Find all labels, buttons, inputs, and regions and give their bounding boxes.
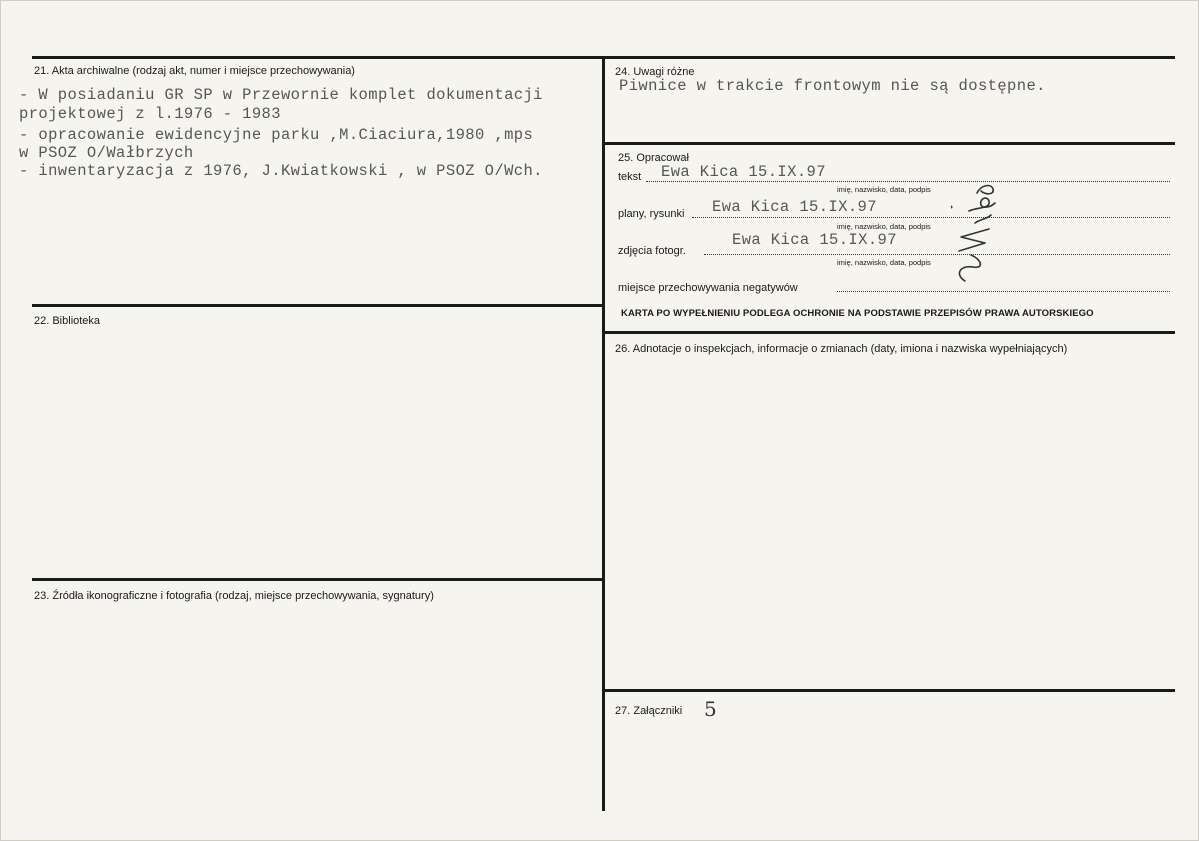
top-rule-left	[32, 56, 604, 59]
section-25-label: 25. Opracował	[618, 152, 689, 164]
section-27-label: 27. Załączniki	[615, 705, 683, 717]
section-21-line-1: - W posiadaniu GR SP w Przewornie komplet dokumentacji	[19, 86, 543, 104]
divider-26-27	[604, 689, 1175, 692]
divider-24-25	[604, 142, 1175, 145]
section-24-text: Piwnice w trakcie frontowym nie są dostępne.	[619, 77, 1046, 95]
tekst-value: Ewa Kica 15.IX.97	[661, 163, 826, 181]
section-21-line-5: - inwentaryzacja z 1976, J.Kwiatkowski , w PSOZ O/Wch.	[19, 162, 543, 180]
zdjecia-label: zdjęcia fotogr.	[618, 245, 686, 257]
section-21-line-4: w PSOZ O/Wałbrzych	[19, 144, 194, 162]
tekst-label: tekst	[618, 171, 642, 183]
handwritten-signature	[951, 179, 1003, 289]
tekst-line	[646, 181, 1170, 182]
zdjecia-value: Ewa Kica 15.IX.97	[732, 231, 897, 249]
section-27-value: 5	[704, 697, 718, 721]
negatywy-label: miejsce przechowywania negatywów	[618, 282, 798, 294]
center-divider	[602, 56, 605, 811]
section-24-label: 24. Uwagi różne	[615, 66, 695, 78]
section-21-line-2: projektowej z l.1976 - 1983	[19, 105, 281, 123]
divider-21-22	[32, 304, 604, 307]
section-23-label: 23. Źródła ikonograficzne i fotografia (rodzaj, miejsce przechowywania, sygnatury)	[34, 590, 434, 602]
negatywy-line	[837, 291, 1170, 292]
divider-22-23	[32, 578, 604, 581]
section-22-label: 22. Biblioteka	[34, 315, 101, 327]
zdjecia-line	[704, 254, 1170, 255]
plany-value: Ewa Kica 15.IX.97	[712, 198, 877, 216]
tekst-hint: imię, nazwisko, data, podpis	[837, 185, 931, 194]
top-rule-right	[604, 56, 1175, 59]
zdjecia-hint: imię, nazwisko, data, podpis	[837, 258, 931, 267]
section-21-line-3: - opracowanie ewidencyjne parku ,M.Ciaciura,1980 ,mps	[19, 126, 534, 144]
section-21-label: 21. Akta archiwalne (rodzaj akt, numer i miejsce przechowywania)	[34, 65, 355, 77]
divider-25-26	[604, 331, 1175, 334]
plany-label: plany, rysunki	[618, 208, 685, 220]
copyright-notice: KARTA PO WYPEŁNIENIU PODLEGA OCHRONIE NA PODSTAWIE PRZEPISÓW PRAWA AUTORSKIEGO	[621, 308, 1094, 319]
plany-line	[692, 217, 1170, 218]
section-26-label: 26. Adnotacje o inspekcjach, informacje o zmianach (daty, imiona i nazwiska wypełniających)	[615, 343, 1068, 355]
plany-hint: imię, nazwisko, data, podpis	[837, 222, 931, 231]
